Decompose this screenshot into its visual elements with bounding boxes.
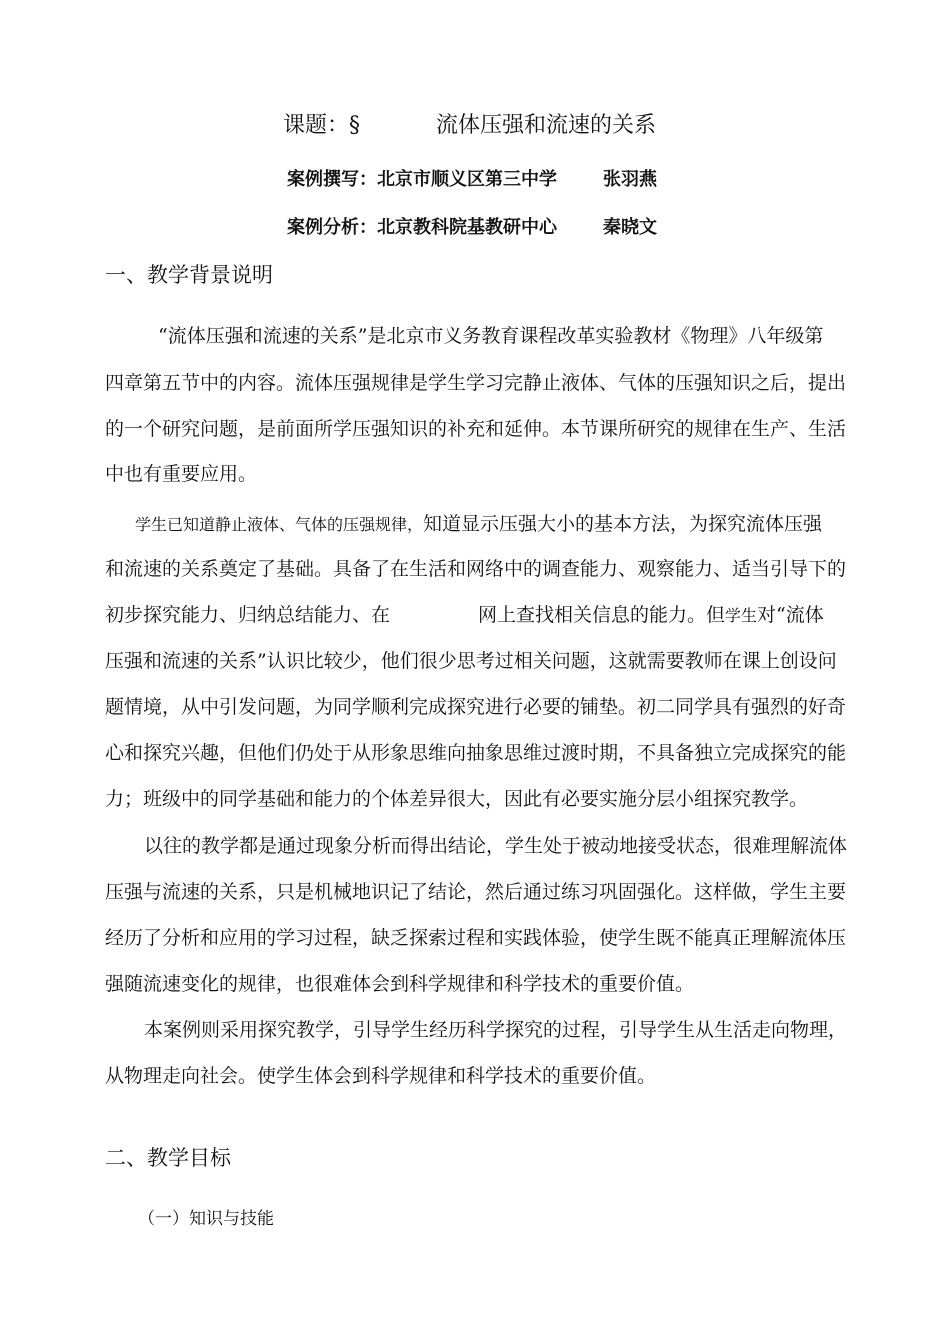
paragraph-line: 四章第五节中的内容。流体压强规律是学生学习完静止液体、气体的压强知识之后，提出: [105, 372, 847, 394]
inline-small-text: 学生: [725, 606, 758, 625]
inline-text: 对“流体: [757, 604, 824, 626]
inline-text: 知道显示压强大小的基本方法，为探究流体压强: [423, 513, 823, 535]
paragraph-line: 的一个研究问题，是前面所学压强知识的补充和延伸。本节课所研究的规律在生产、生活: [105, 418, 847, 440]
author-role-1: 案例撰写：北京市顺义区第三中学: [287, 169, 557, 190]
paragraph-line: “流体压强和流速的关系”是北京市义务教育课程改革实验教材《物理》八年级第: [158, 325, 824, 347]
paragraph-line: 经历了分析和应用的学习过程，缺乏探索过程和实践体验，使学生既不能真正理解流体压: [105, 927, 847, 949]
paragraph-line: 从物理走向社会。使学生体会到科学规律和科学技术的重要价值。: [105, 1065, 657, 1087]
author-role-2: 案例分析：北京教科院基教研中心: [287, 217, 557, 238]
paragraph-line: 题情境，从中引发问题，为同学顺利完成探究进行必要的铺垫。初二同学具有强烈的好奇: [105, 696, 847, 718]
author-name-2: 秦晓文: [603, 217, 657, 238]
inline-text: 网上查找相关信息的能力。但: [478, 604, 726, 626]
paragraph-line: 初步探究能力、归纳总结能力、在: [105, 604, 391, 626]
paragraph-line: 压强和流速的关系”认识比较少，他们很少思考过相关问题，这就需要教师在课上创设问: [105, 650, 837, 672]
section-heading-2: 二、教学目标: [105, 1146, 231, 1170]
title-prefix: 课题：§: [283, 113, 361, 138]
paragraph-line: 强随流速变化的规律，也很难体会到科学规律和科学技术的重要价值。: [105, 973, 695, 995]
paragraph-line: [135, 511, 822, 538]
subsection-heading: （一）知识与技能: [138, 1209, 274, 1229]
paragraph-line: 本案例则采用探究教学，引导学生经历科学探究的过程，引导学生从生活走向物理，: [144, 1019, 848, 1041]
page-title: 流体压强和流速的关系: [436, 113, 657, 138]
paragraph-line: 压强与流速的关系，只是机械地识记了结论，然后通过练习巩固强化。这样做，学生主要: [105, 881, 847, 903]
paragraph-line: 心和探究兴趣，但他们仍处于从形象思维向抽象思维过渡时期，不具备独立完成探究的能: [105, 742, 847, 764]
paragraph-line: 力；班级中的同学基础和能力的个体差异很大，因此有必要实施分层小组探究教学。: [105, 788, 809, 810]
section-heading-1: 一、教学背景说明: [105, 263, 273, 287]
paragraph-line: 和流速的关系奠定了基础。具备了在生活和网络中的调查能力、观察能力、适当引导下的: [105, 558, 847, 580]
paragraph-line: 以往的教学都是通过现象分析而得出结论，学生处于被动地接受状态，很难理解流体: [144, 835, 848, 857]
paragraph-line: 中也有重要应用。: [105, 463, 258, 485]
author-name-1: 张羽燕: [603, 169, 657, 190]
inline-small-text: 学生已知道静止液体、气体的压强规律，: [135, 515, 424, 534]
paragraph-line: [478, 602, 824, 629]
